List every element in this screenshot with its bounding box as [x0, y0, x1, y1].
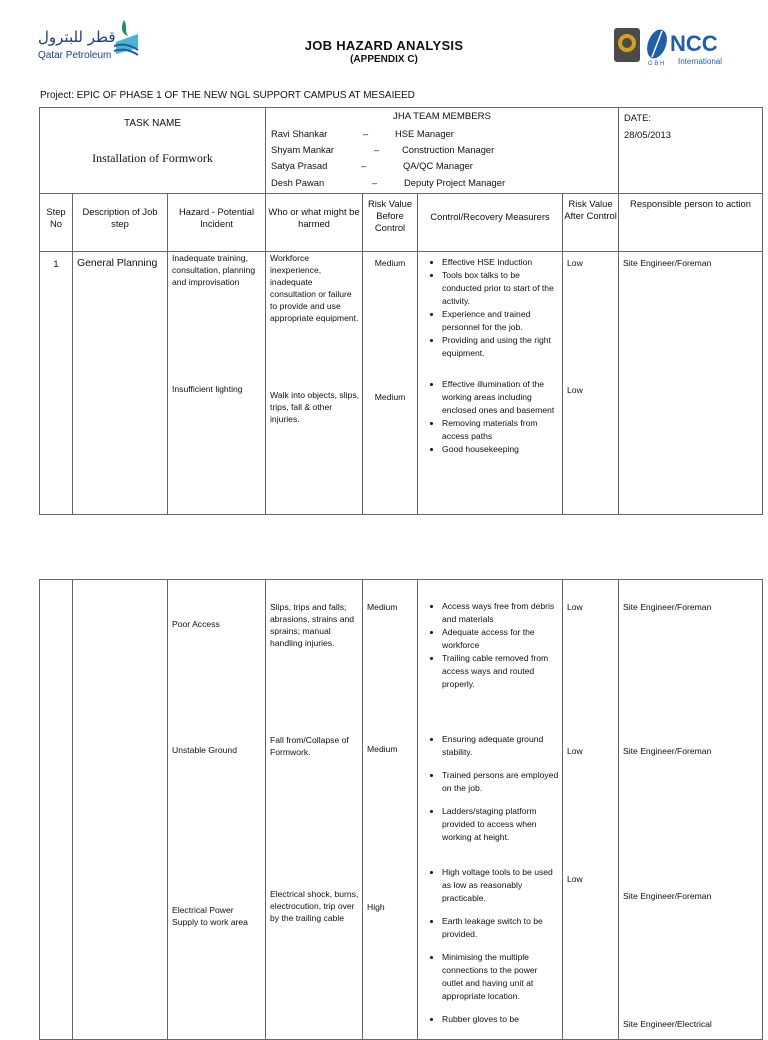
gbh-text: G B H: [648, 61, 665, 67]
responsible-person: Site Engineer/Foreman: [623, 258, 712, 268]
team-member-name: Satya Prasad: [271, 160, 328, 171]
team-member-dash: –: [361, 160, 367, 171]
responsible-cell: [619, 580, 763, 1040]
control-item: • Effective HSE Induction: [442, 256, 559, 269]
team-member-dash: –: [363, 128, 369, 139]
jha-table-page-1: [39, 107, 763, 515]
control-item: • Effective illumination of the working areas including enclosed ones and basement: [442, 378, 559, 417]
jha-table-page-2: [39, 579, 763, 1040]
col-header-risk-after: Risk Value After Control: [563, 194, 619, 252]
control-item: • Minimising the multiple connections to the power outlet and having unit at appropriate location.: [442, 951, 559, 1003]
document-subtitle: (APPENDIX C): [350, 54, 418, 65]
risk-before-value: Medium: [367, 744, 398, 754]
control-item: • Good housekeeping: [442, 443, 559, 456]
col-header-risk-before: Risk Value Before Control: [363, 194, 418, 252]
responsible-person: Site Engineer/Foreman: [623, 746, 712, 756]
control-item: • Adequate access for the workforce: [442, 626, 559, 652]
team-members-cell: [266, 108, 619, 194]
team-members-label: JHA TEAM MEMBERS: [393, 111, 491, 122]
date-value: 28/05/2013: [624, 129, 671, 140]
ncc-text: NCC: [670, 31, 718, 56]
team-member-name: Ravi Shankar: [271, 128, 328, 139]
control-item: • Ladders/staging platform provided to access when working at height.: [442, 805, 559, 844]
team-member-role: Construction Manager: [402, 144, 495, 155]
description-cell: [73, 252, 168, 515]
control-item: • Removing materials from access paths: [442, 417, 559, 443]
team-member-role: Deputy Project Manager: [404, 177, 506, 188]
date-label: DATE:: [624, 112, 651, 123]
document-title: JOB HAZARD ANALYSIS: [304, 38, 464, 53]
responsible-person: Site Engineer/Foreman: [623, 891, 712, 901]
control-item: • Trained persons are employed on the job.: [442, 769, 559, 795]
control-item: • Tools box talks to be conducted prior to start of the activity.: [442, 269, 559, 308]
team-member-row: [271, 160, 473, 172]
team-member-dash: –: [372, 177, 378, 188]
col-header-responsible: Responsible person to action: [619, 194, 763, 252]
step-number: 1: [53, 258, 59, 269]
control-item: • Trailing cable removed from access ways and routed properly.: [442, 652, 559, 691]
risk-after-value: Low: [567, 258, 583, 268]
team-member-dash: –: [374, 144, 380, 155]
team-member-role: HSE Manager: [395, 128, 454, 139]
risk-after-value: Low: [567, 602, 583, 612]
task-name-value: Installation of Formwork: [92, 151, 213, 165]
risk-before-value: Medium: [367, 602, 398, 612]
responsible-person: Site Engineer/Electrical: [623, 1019, 712, 1029]
qp-logo-text: Qatar Petroleum: [38, 50, 112, 61]
control-item: • Providing and using the right equipment.: [442, 334, 559, 360]
ncc-logo: [612, 24, 732, 68]
risk-before-cell: [363, 580, 418, 1040]
control-item: • Rubber gloves to be: [442, 1013, 559, 1026]
col-header-step: Step No: [40, 194, 73, 252]
control-list: [422, 256, 559, 360]
who-harmed-text: Workforce inexperience, inadequate consultation or failure to provide and use appropriate equipment.: [270, 253, 359, 323]
risk-before-value: High: [367, 902, 385, 912]
control-item: • Ensuring adequate ground stability.: [442, 733, 559, 759]
gbh-emblem-icon: [614, 28, 640, 62]
team-member-row: [271, 144, 494, 156]
control-list: [422, 866, 559, 1026]
project-line: Project: EPIC OF PHASE 1 OF THE NEW NGL SUPPORT CAMPUS AT MESAIEED: [40, 90, 415, 101]
hazard-cell: [168, 252, 266, 515]
team-member-name: Desh Pawan: [271, 177, 325, 188]
who-cell: [266, 252, 363, 515]
who-harmed-text: Walk into objects, slips, trips, fall & other injuries.: [270, 390, 360, 424]
hazard-text: Insufficient lighting: [172, 384, 243, 394]
who-harmed-text: Electrical shock, burns, electrocution, trip over by the trailing cable: [270, 889, 359, 923]
table-row: [40, 580, 763, 1040]
risk-before-value: Medium: [374, 392, 406, 402]
risk-after-value: Low: [567, 385, 583, 395]
step-cell: [40, 252, 73, 515]
risk-before-cell: [363, 252, 418, 515]
hazard-text: Electrical Power Supply to work area: [172, 905, 248, 927]
team-member-row: [271, 177, 505, 189]
hazard-text: Unstable Ground: [172, 745, 237, 755]
control-cell: [418, 252, 563, 515]
hazard-text: Poor Access: [172, 619, 220, 629]
risk-after-value: Low: [567, 746, 583, 756]
who-harmed-text: Slips, trips and falls; abrasions, strains and sprains; manual handling injuries.: [270, 602, 355, 648]
task-name-cell: [40, 108, 266, 194]
team-member-row: [271, 128, 454, 140]
hazard-text: Inadequate training, consultation, planning and improvisation: [172, 253, 256, 287]
control-cell: [418, 580, 563, 1040]
risk-before-value: Medium: [374, 258, 406, 268]
control-item: • High voltage tools to be used as low as reasonably practicable.: [442, 866, 559, 905]
ncc-international-text: International: [678, 57, 723, 66]
control-item: • Access ways free from debris and materials: [442, 600, 559, 626]
job-step-description: General Planning: [77, 258, 158, 269]
step-cell: [40, 580, 73, 1040]
control-list: [422, 378, 559, 456]
description-cell: [73, 580, 168, 1040]
control-list: [422, 600, 559, 691]
table-row: [40, 252, 763, 515]
responsible-cell: [619, 252, 763, 515]
task-name-label: TASK NAME: [123, 118, 182, 129]
col-header-hazard: Hazard - Potential Incident: [168, 194, 266, 252]
risk-after-value: Low: [567, 874, 583, 884]
date-cell: [619, 108, 763, 194]
control-list: [422, 733, 559, 844]
col-header-description: Description of Job step: [73, 194, 168, 252]
control-item: • Earth leakage switch to be provided.: [442, 915, 559, 941]
responsible-person: Site Engineer/Foreman: [623, 602, 712, 612]
risk-after-cell: [563, 580, 619, 1040]
who-harmed-text: Fall from/Collapse of Formwork.: [270, 735, 349, 757]
who-cell: [266, 580, 363, 1040]
ncc-leaf-icon: [643, 27, 670, 61]
team-member-name: Shyam Mankar: [271, 144, 335, 155]
team-member-role: QA/QC Manager: [403, 160, 473, 171]
col-header-who: Who or what might be harmed: [266, 194, 363, 252]
col-header-control: Control/Recovery Measurers: [418, 194, 563, 252]
qp-arabic-text: قطر للبترول: [38, 28, 116, 46]
control-item: • Experience and trained personnel for the job.: [442, 308, 559, 334]
hazard-cell: [168, 580, 266, 1040]
risk-after-cell: [563, 252, 619, 515]
